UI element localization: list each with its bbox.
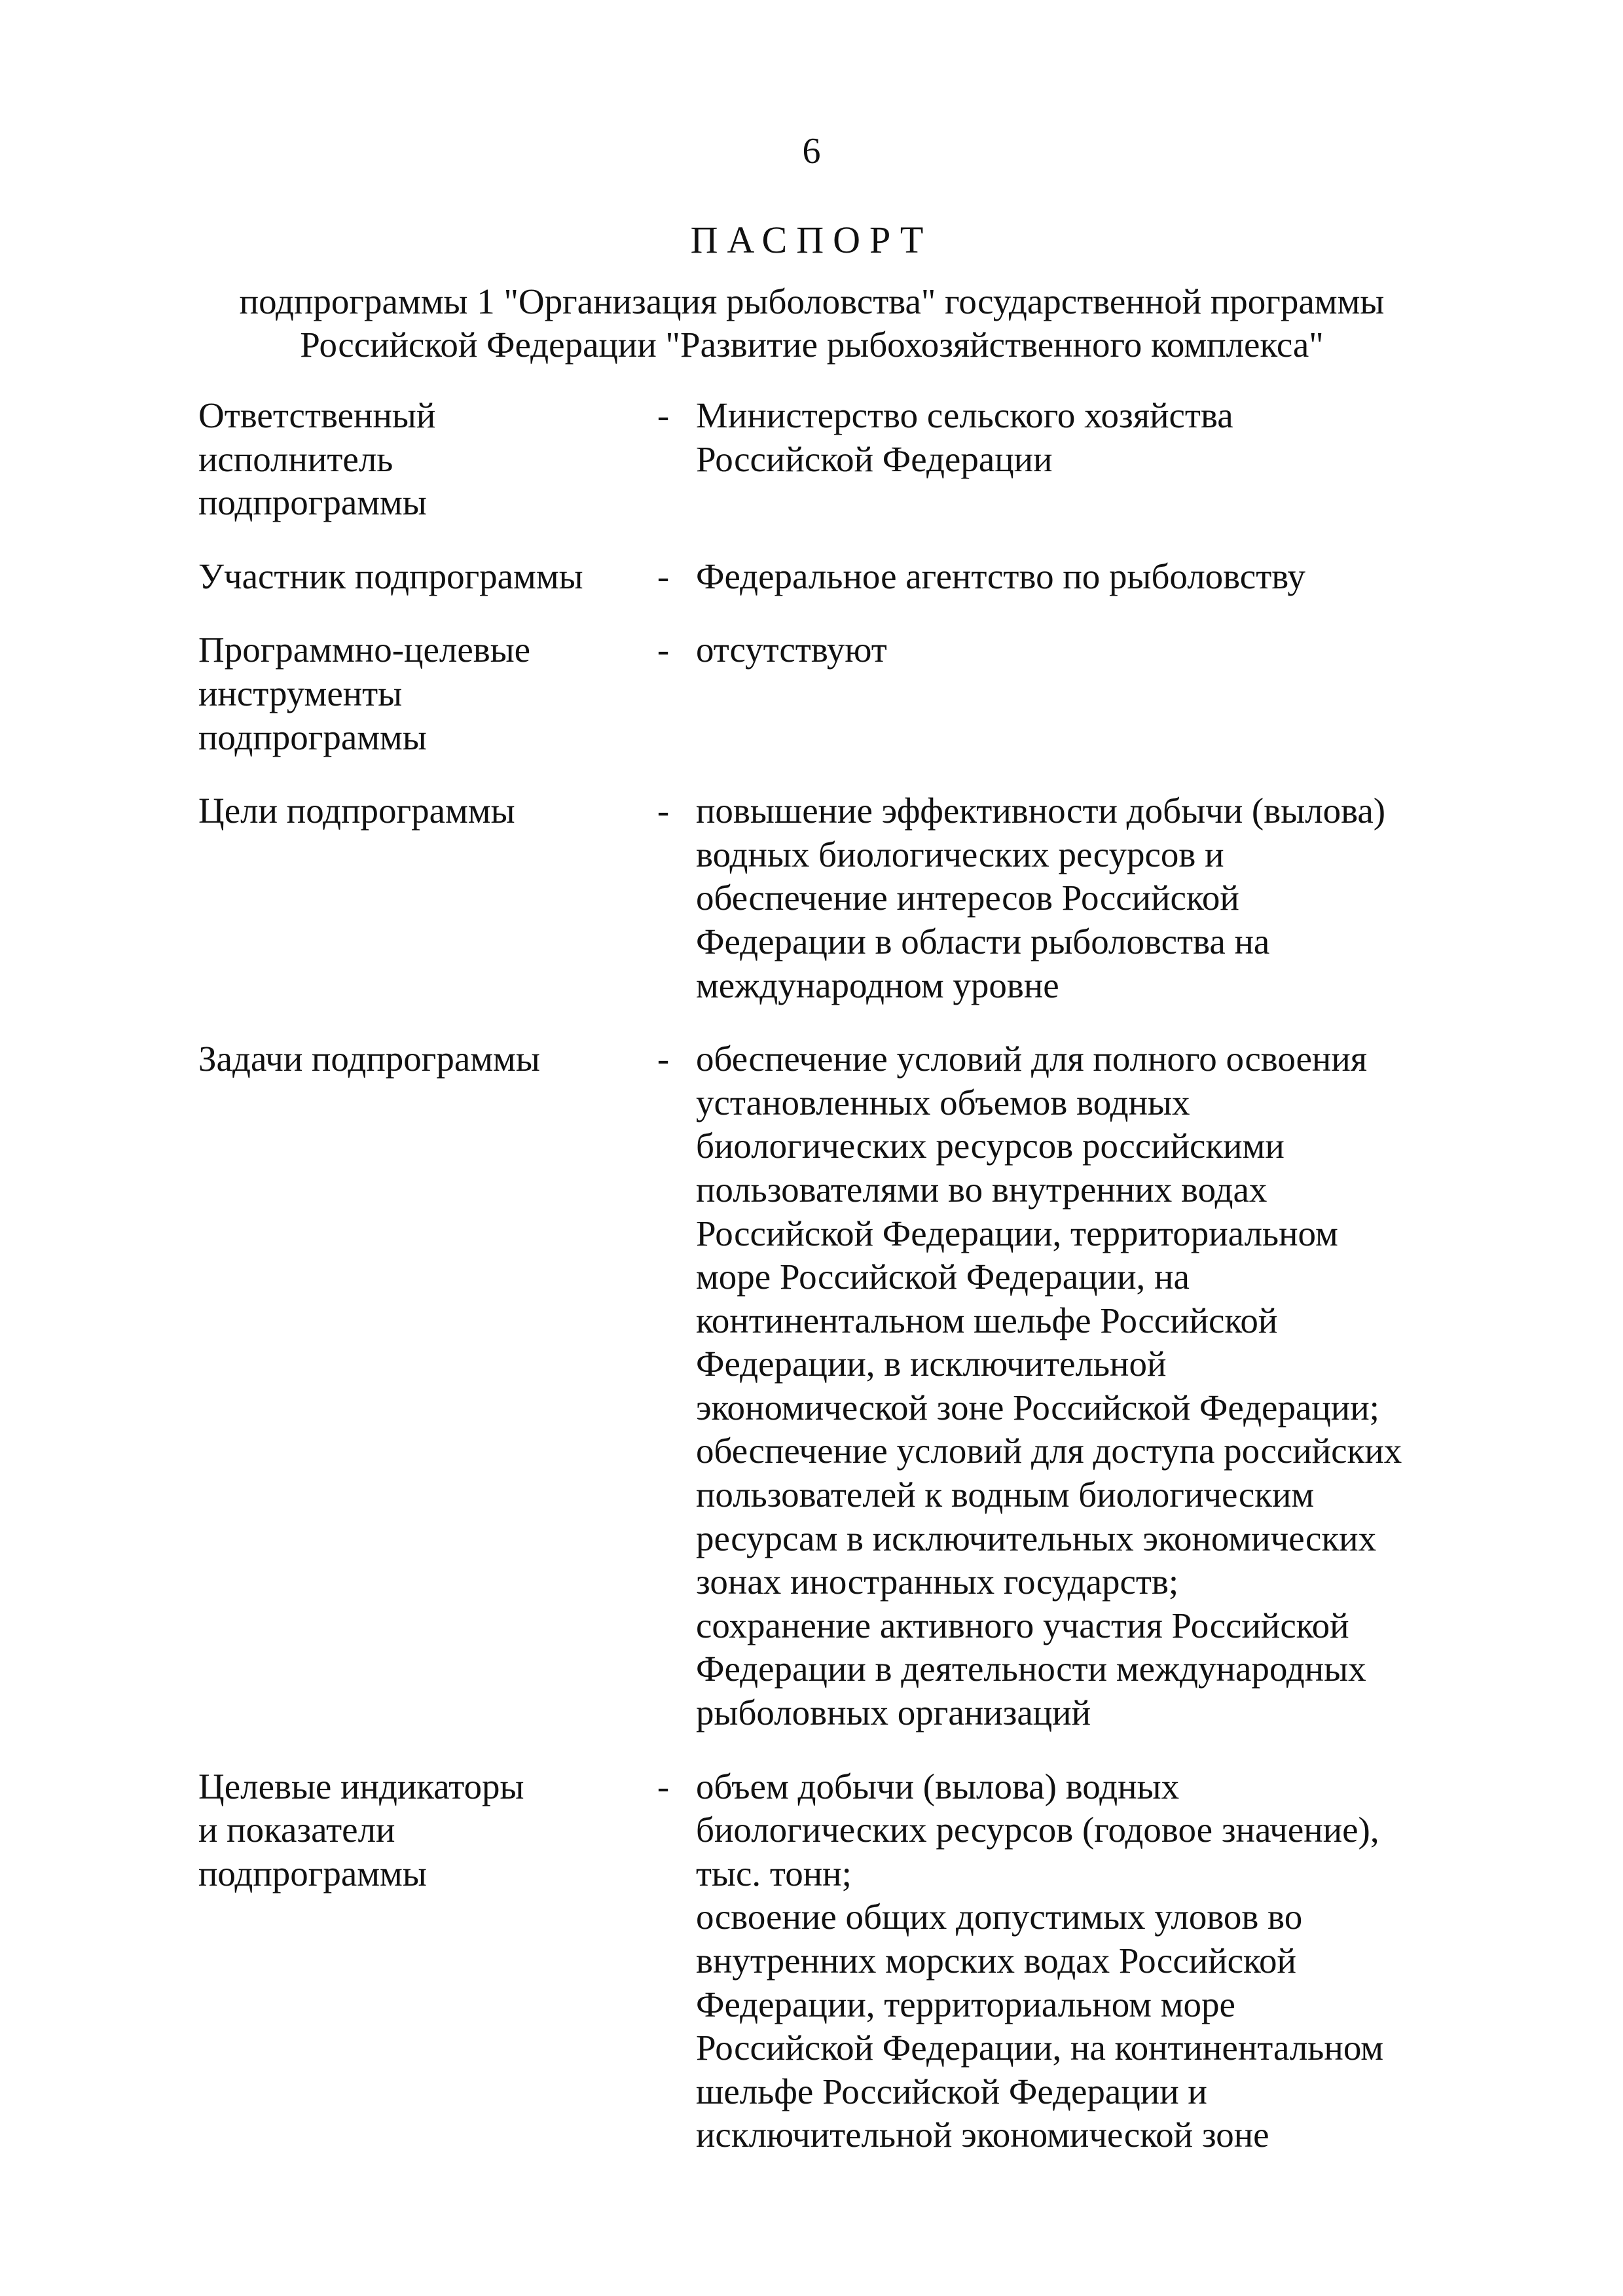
row-value xyxy=(696,1037,1482,1735)
value-line: объем добычи (вылова) водных xyxy=(696,1766,1180,1806)
value-line: Федерации, в исключительной xyxy=(696,1344,1167,1384)
value-line: Российской Федерации xyxy=(696,439,1053,479)
row-dash: - xyxy=(657,791,670,831)
label-line: подпрограммы xyxy=(198,482,427,523)
passport-table xyxy=(198,394,1482,2157)
document-title: ПАСПОРТ xyxy=(690,219,933,261)
value-line: повышение эффективности добычи (вылова) xyxy=(696,791,1386,831)
document-subtitle xyxy=(157,280,1467,367)
value-line: Федерации в области рыболовства на xyxy=(696,921,1270,961)
value-line: внутренних морских водах Российской xyxy=(696,1941,1296,1981)
row-dash: - xyxy=(657,556,670,596)
row-label xyxy=(198,789,630,833)
value-line: Федерации в деятельности международных xyxy=(696,1649,1366,1689)
passport-row-tasks xyxy=(198,1037,1482,1735)
value-line: обеспечение условий для доступа российских xyxy=(696,1431,1402,1471)
row-label xyxy=(198,1037,630,1081)
row-dash: - xyxy=(657,1039,670,1079)
value-line: Федеральное агентство по рыболовству xyxy=(696,556,1305,596)
passport-row-participant xyxy=(198,555,1482,599)
value-line: установленных объемов водных xyxy=(696,1082,1190,1122)
label-line: Цели подпрограммы xyxy=(198,791,515,831)
value-line: биологических ресурсов российскими xyxy=(696,1126,1285,1166)
row-dash: - xyxy=(657,1766,670,1806)
value-line: водных биологических ресурсов и xyxy=(696,834,1224,874)
row-value xyxy=(696,555,1482,599)
value-line: шельфе Российской Федерации и xyxy=(696,2071,1207,2111)
value-line: обеспечение условий для полного освоения xyxy=(696,1039,1368,1079)
passport-row-goals xyxy=(198,789,1482,1007)
row-dash: - xyxy=(657,395,670,435)
value-line: исключительной экономической зоне xyxy=(696,2115,1269,2155)
label-line: подпрограммы xyxy=(198,1853,427,1893)
passport-row-responsible-executor xyxy=(198,394,1482,525)
label-line: Задачи подпрограммы xyxy=(198,1039,540,1079)
value-line: экономической зоне Российской Федерации; xyxy=(696,1387,1379,1427)
value-line: рыболовных организаций xyxy=(696,1693,1091,1733)
value-line: отсутствуют xyxy=(696,630,887,670)
passport-row-program-tools xyxy=(198,628,1482,759)
page-number: 6 xyxy=(802,131,821,171)
row-value xyxy=(696,789,1482,1007)
row-dash: - xyxy=(657,630,670,670)
passport-row-indicators xyxy=(198,1765,1482,2157)
row-label xyxy=(198,394,630,525)
row-value xyxy=(696,394,1482,481)
value-line: тыс. тонн; xyxy=(696,1853,852,1893)
label-line: исполнитель xyxy=(198,439,393,479)
row-value xyxy=(696,1765,1482,2157)
value-line: международном уровне xyxy=(696,965,1059,1005)
value-line: биологических ресурсов (годовое значение), xyxy=(696,1810,1379,1850)
value-line: зонах иностранных государств; xyxy=(696,1562,1179,1602)
value-line: обеспечение интересов Российской xyxy=(696,878,1239,918)
value-line: Министерство сельского хозяйства xyxy=(696,395,1233,435)
row-label xyxy=(198,1765,630,1896)
value-line: освоение общих допустимых уловов во xyxy=(696,1897,1303,1937)
label-line: подпрограммы xyxy=(198,717,427,757)
value-line: континентальном шельфе Российской xyxy=(696,1300,1278,1340)
value-line: пользователями во внутренних водах xyxy=(696,1169,1267,1210)
subtitle-line: подпрограммы 1 "Организация рыболовства" государственной программы xyxy=(239,281,1385,321)
value-line: ресурсам в исключительных экономических xyxy=(696,1518,1377,1558)
label-line: Целевые индикаторы xyxy=(198,1766,524,1806)
row-label xyxy=(198,628,630,759)
row-value xyxy=(696,628,1482,672)
value-line: пользователей к водным биологическим xyxy=(696,1475,1315,1515)
value-line: Российской Федерации, территориальном xyxy=(696,1213,1338,1253)
value-line: Федерации, территориальном море xyxy=(696,1984,1235,2024)
label-line: Участник подпрограммы xyxy=(198,556,583,596)
label-line: инструменты xyxy=(198,673,403,713)
row-label xyxy=(198,555,630,599)
label-line: Программно-целевые xyxy=(198,630,531,670)
value-line: Российской Федерации, на континентальном xyxy=(696,2028,1384,2068)
label-line: Ответственный xyxy=(198,395,436,435)
label-line: и показатели xyxy=(198,1810,395,1850)
value-line: море Российской Федерации, на xyxy=(696,1257,1190,1297)
value-line: сохранение активного участия Российской xyxy=(696,1605,1349,1645)
subtitle-line: Российской Федерации "Развитие рыбохозяйственного комплекса" xyxy=(300,325,1324,365)
